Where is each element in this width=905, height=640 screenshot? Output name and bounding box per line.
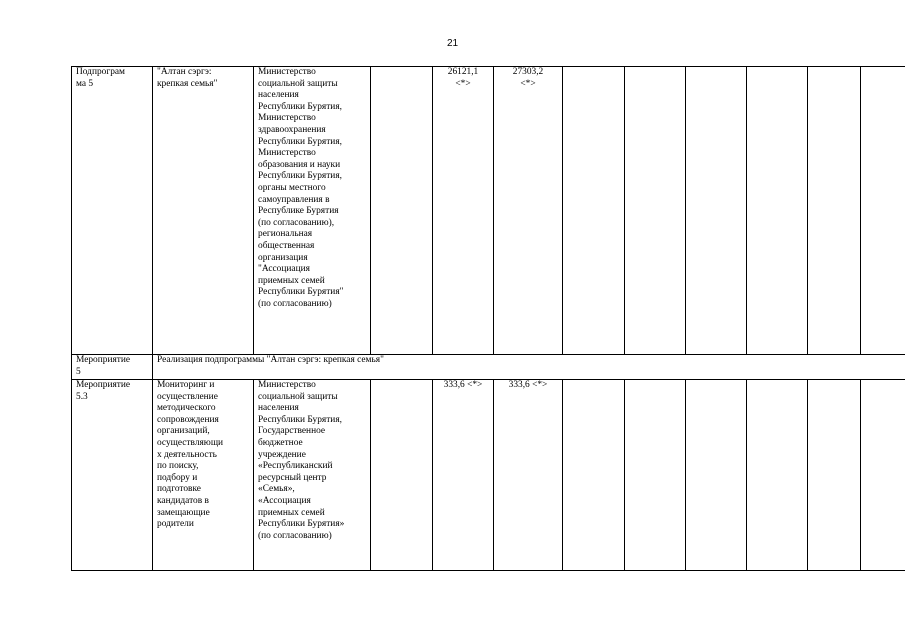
program-table bbox=[71, 66, 905, 571]
empty-cell bbox=[371, 67, 433, 355]
page-number: 21 bbox=[446, 38, 459, 49]
empty-cell bbox=[686, 380, 747, 571]
row-name: Мониторинг и осуществление методического сопровождения организаций, осуществляющи х деятельность по поиску, подбору и подготовке кандидатов в замещающие родители bbox=[153, 380, 254, 571]
row-value-2: 27303,2 <*> bbox=[494, 67, 563, 355]
row-executor: Министерство социальной защиты населения Республики Бурятия, Государственное бюджетное учреждение «Республиканский ресурсный центр «Семья», «Ассоциация приемных семей Республики Бурятия» (по согласованию) bbox=[254, 380, 371, 571]
empty-cell bbox=[563, 380, 625, 571]
empty-cell bbox=[625, 67, 686, 355]
row-value-2: 333,6 <*> bbox=[494, 380, 563, 571]
row-code: Мероприятие 5 bbox=[72, 355, 153, 380]
empty-cell bbox=[861, 380, 905, 571]
row-executor: Министерство социальной защиты населения Республики Бурятия, Министерство здравоохранения Республики Бурятия, Министерство образования и науки Республики Бурятия, органы местного самоуправления в Республике Бурятия (по согласованию), региональная общественная организация "Ассоциация приемных семей Республики Бурятия" (по согласованию) bbox=[254, 67, 371, 355]
empty-cell bbox=[686, 67, 747, 355]
empty-cell bbox=[371, 380, 433, 571]
empty-cell bbox=[747, 380, 808, 571]
row-name: "Алтан сэргэ: крепкая семья" bbox=[153, 67, 254, 355]
empty-cell bbox=[625, 380, 686, 571]
empty-cell bbox=[808, 380, 861, 571]
empty-cell bbox=[563, 67, 625, 355]
empty-cell bbox=[747, 67, 808, 355]
row-value-1: 333,6 <*> bbox=[433, 380, 494, 571]
table-row bbox=[72, 67, 905, 355]
empty-cell bbox=[808, 67, 861, 355]
empty-cell bbox=[861, 67, 905, 355]
row-code: Подпрограм ма 5 bbox=[72, 67, 153, 355]
event-merged-text: Реализация подпрограммы "Алтан сэргэ: крепкая семья" bbox=[153, 355, 905, 380]
row-value-1: 26121,1 <*> bbox=[433, 67, 494, 355]
table-row bbox=[72, 355, 905, 380]
row-code: Мероприятие 5.3 bbox=[72, 380, 153, 571]
table-row bbox=[72, 380, 905, 571]
